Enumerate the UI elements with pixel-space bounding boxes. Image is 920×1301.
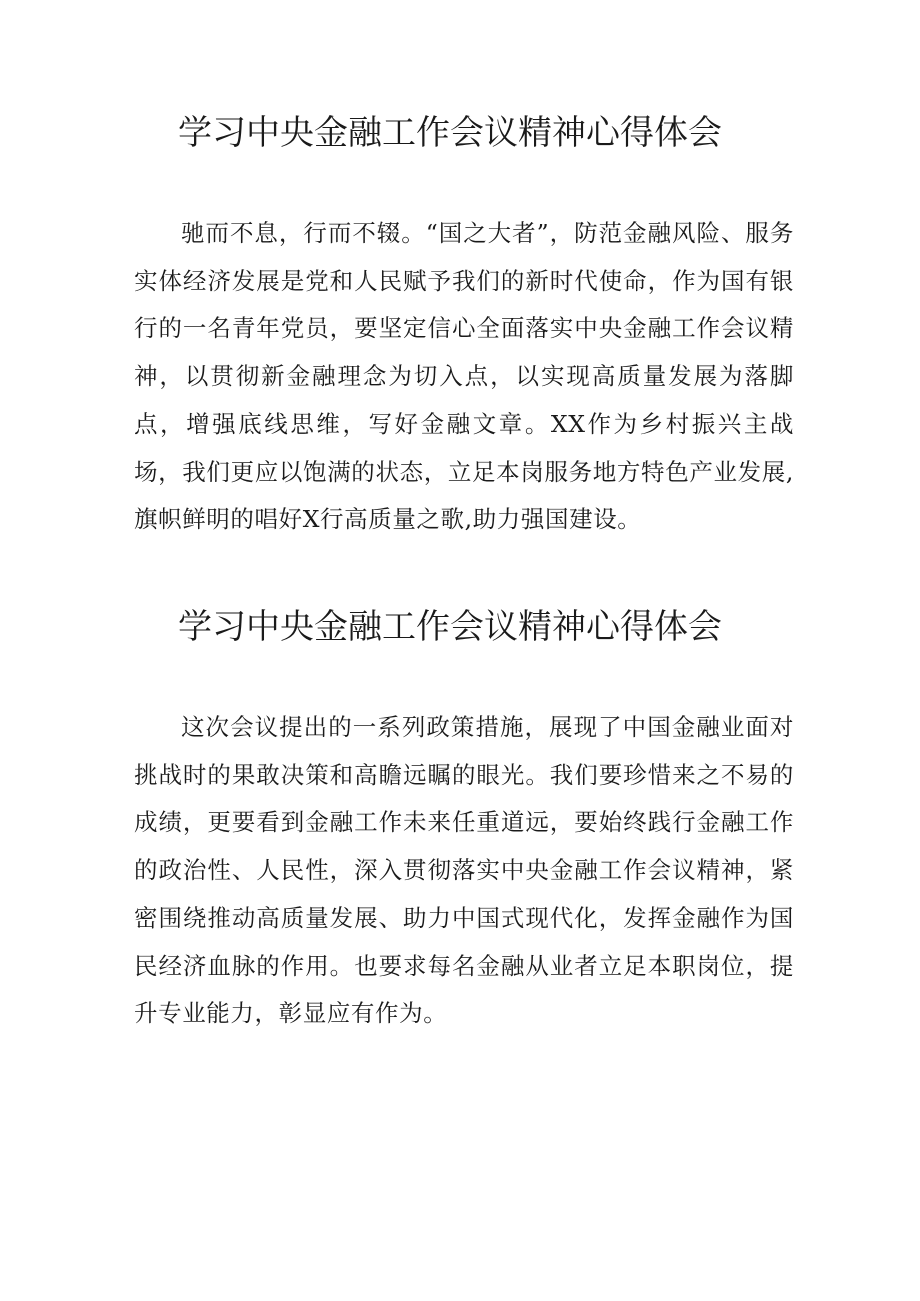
essay-section-1 [134,108,794,544]
essay-paragraph: 驰而不息，行而不辍。“国之大者”，防范金融风险、服务实体经济发展是党和人民赋予我们的新时代使命，作为国有银行的一名青年党员，要坚定信心全面落实中央金融工作会议精神，以贯彻新金融理念为切入点，以实现高质量发展为落脚点，增强底线思维，写好金融文章。XX作为乡村振兴主战场，我们更应以饱满的状态，立足本岗服务地方特色产业发展,旗帜鲜明的唱好X行高质量之歌,助力强国建设。 [134,219,794,534]
essay-title: 学习中央金融工作会议精神心得体会 [178,607,722,647]
essay-section-2 [134,602,794,1038]
essay-paragraph: 这次会议提出的一系列政策措施，展现了中国金融业面对挑战时的果敢决策和高瞻远瞩的眼光。我们要珍惜来之不易的成绩，更要看到金融工作未来任重道远，要始终践行金融工作的政治性、人民性，深入贯彻落实中央金融工作会议精神，紧密围绕推动高质量发展、助力中国式现代化，发挥金融作为国民经济血脉的作用。也要求每名金融从业者立足本职岗位，提升专业能力，彰显应有作为。 [134,713,794,1028]
essay-title: 学习中央金融工作会议精神心得体会 [178,113,722,153]
